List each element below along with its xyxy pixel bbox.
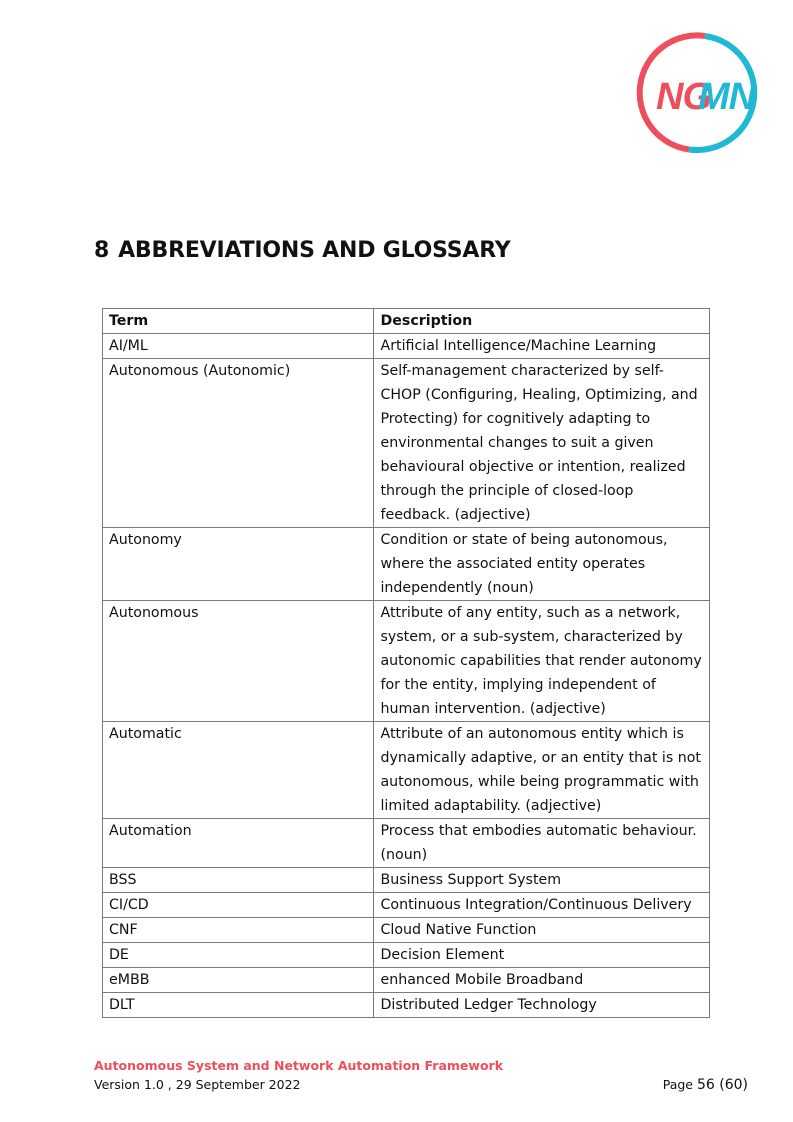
term-cell: eMBB xyxy=(103,968,374,993)
term-cell: DLT xyxy=(103,993,374,1018)
term-cell: Autonomy xyxy=(103,528,374,601)
header-term: Term xyxy=(103,309,374,334)
section-title-text: ABBREVIATIONS AND GLOSSARY xyxy=(118,238,511,263)
glossary-table xyxy=(102,308,710,1018)
section-heading xyxy=(94,238,511,263)
table-header-row xyxy=(103,309,710,334)
table-row xyxy=(103,334,710,359)
glossary-body xyxy=(103,334,710,1018)
description-cell: enhanced Mobile Broadband xyxy=(374,968,710,993)
term-cell: Automatic xyxy=(103,722,374,819)
footer-page-number xyxy=(663,1077,748,1093)
header-description: Description xyxy=(374,309,710,334)
logo-text-ng: NG xyxy=(656,76,711,118)
description-cell: Attribute of an autonomous entity which is dynamically adaptive, or an entity that is not autonomous, while being programmatic with limited adaptability. (adjective) xyxy=(374,722,710,819)
term-cell: AI/ML xyxy=(103,334,374,359)
description-cell: Condition or state of being autonomous, where the associated entity operates independently (noun) xyxy=(374,528,710,601)
footer-document-title: Autonomous System and Network Automation Framework xyxy=(94,1058,504,1073)
description-cell: Continuous Integration/Continuous Delivery xyxy=(374,893,710,918)
description-cell: Business Support System xyxy=(374,868,710,893)
ngmn-logo xyxy=(634,30,760,156)
table-row xyxy=(103,819,710,868)
term-cell: BSS xyxy=(103,868,374,893)
term-cell: CI/CD xyxy=(103,893,374,918)
table-row xyxy=(103,993,710,1018)
table-row xyxy=(103,528,710,601)
term-cell: DE xyxy=(103,943,374,968)
description-cell: Attribute of any entity, such as a network, system, or a sub-system, characterized by autonomic capabilities that render autonomy for the entity, implying independent of human intervention. (adjective) xyxy=(374,601,710,722)
description-cell: Artificial Intelligence/Machine Learning xyxy=(374,334,710,359)
description-cell: Decision Element xyxy=(374,943,710,968)
table-row xyxy=(103,893,710,918)
logo-text-mn: MN xyxy=(698,76,756,118)
term-cell: CNF xyxy=(103,918,374,943)
page-label: Page xyxy=(662,1077,693,1092)
term-cell: Automation xyxy=(103,819,374,868)
table-row xyxy=(103,918,710,943)
description-cell: Distributed Ledger Technology xyxy=(374,993,710,1018)
table-row xyxy=(103,359,710,528)
page-value: 56 (60) xyxy=(696,1077,748,1093)
table-row xyxy=(103,943,710,968)
table-row xyxy=(103,868,710,893)
term-cell: Autonomous (Autonomic) xyxy=(103,359,374,528)
table-row xyxy=(103,968,710,993)
description-cell: Self-management characterized by self-CHOP (Configuring, Healing, Optimizing, and Protecting) for cognitively adapting to environmental changes to suit a given behavioural objective or intention, realized through the principle of closed-loop feedback. (adjective) xyxy=(374,359,710,528)
description-cell: Cloud Native Function xyxy=(374,918,710,943)
footer-version: Version 1.0 , 29 September 2022 xyxy=(94,1077,301,1092)
section-number: 8 xyxy=(94,238,110,263)
description-cell: Process that embodies automatic behaviour. (noun) xyxy=(374,819,710,868)
table-row xyxy=(103,722,710,819)
table-row xyxy=(103,601,710,722)
term-cell: Autonomous xyxy=(103,601,374,722)
